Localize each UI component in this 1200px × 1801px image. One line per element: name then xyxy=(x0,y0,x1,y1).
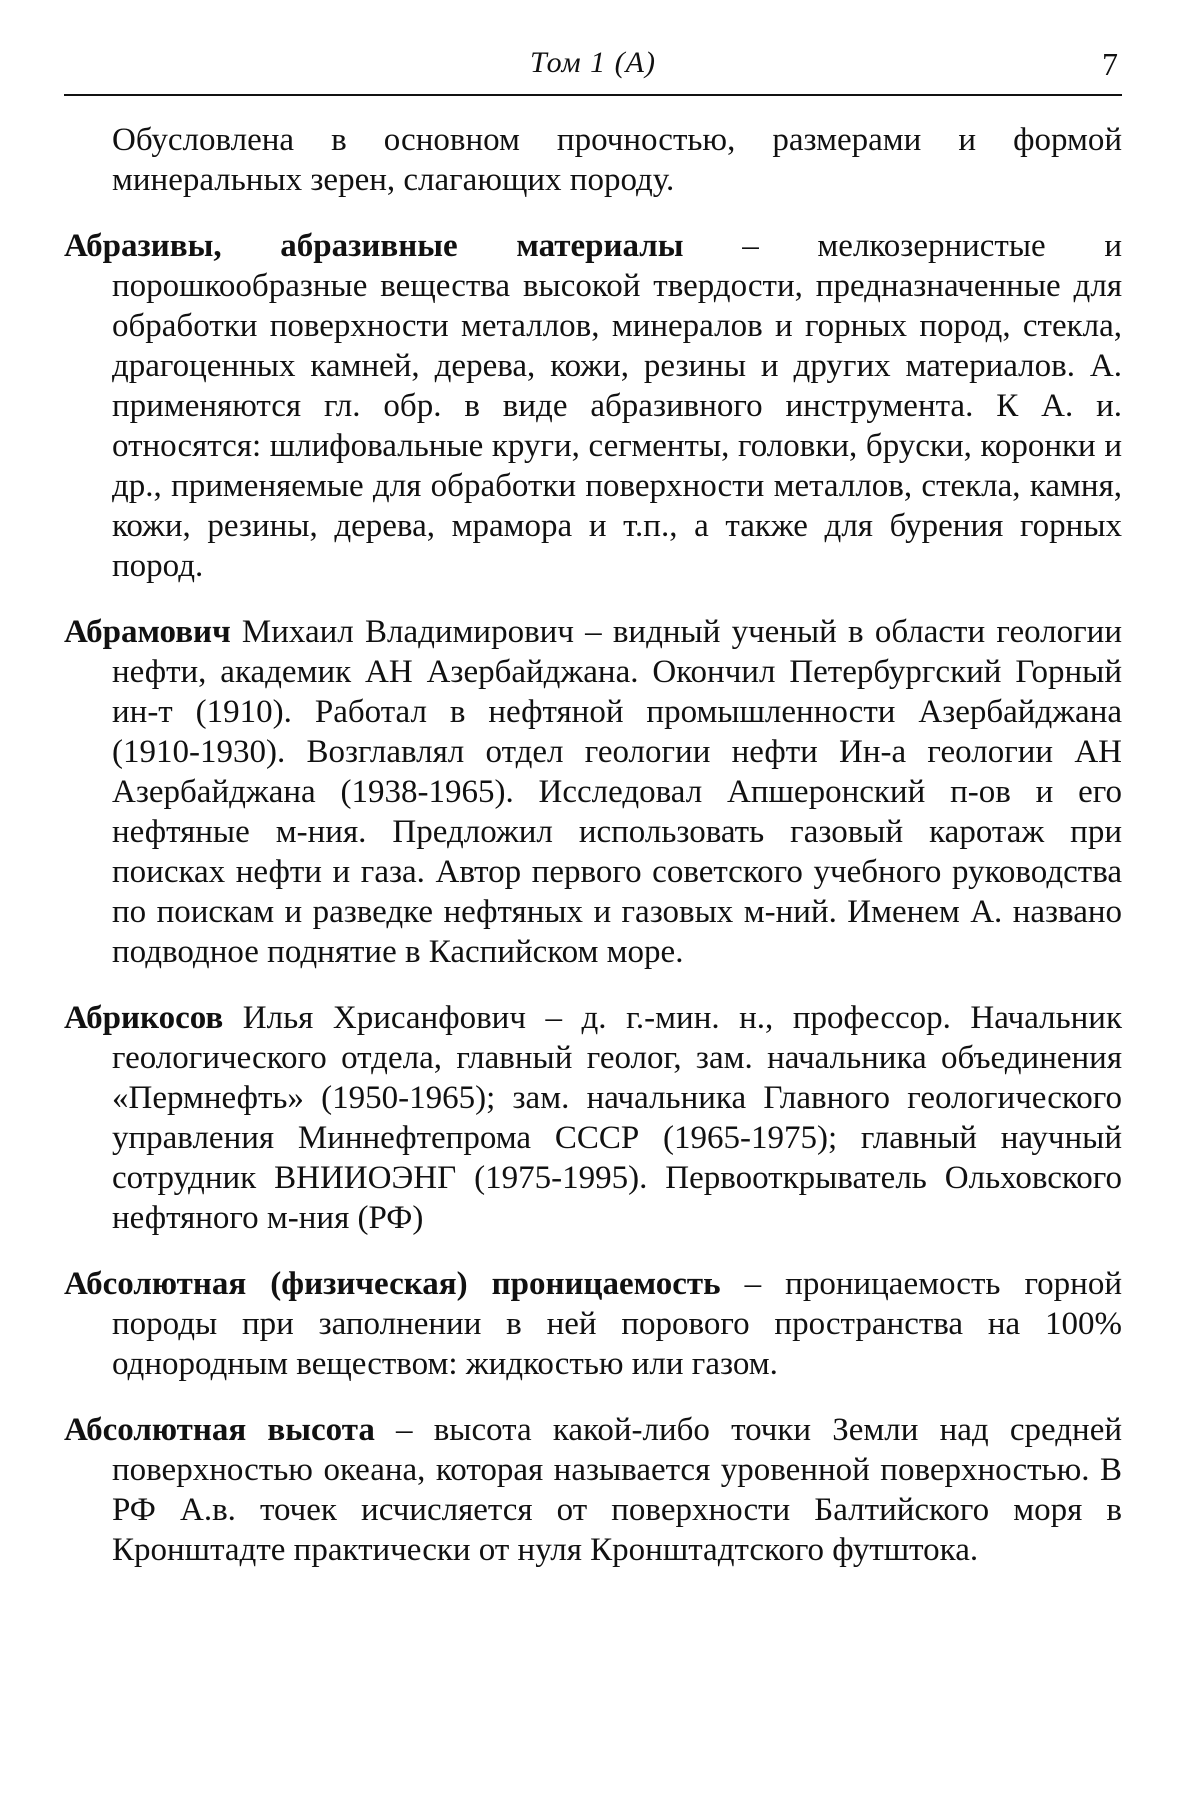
entry-term: Абразивы, абразивные материалы xyxy=(64,228,684,264)
continuation-paragraph: Обусловлена в основном прочностью, размерами и формой минеральных зерен, слагающих породу. xyxy=(112,122,1122,198)
entry-term: Абсолютная (физическая) проницаемость xyxy=(64,1266,721,1302)
dictionary-text xyxy=(64,120,1122,1596)
entry-absolute-height xyxy=(64,1410,1122,1570)
entry-term: Абрикосов xyxy=(64,1000,224,1036)
running-header xyxy=(64,44,1122,96)
page-number: 7 xyxy=(1102,46,1118,82)
entry-absolute-permeability xyxy=(64,1264,1122,1384)
volume-title: Том 1 (А) xyxy=(530,46,656,79)
entry-definition: – проницаемость горной породы при заполнении в ней порового пространства на 100% однородным веществом: жидкостью или газом. xyxy=(112,1266,1123,1382)
entry-definition: – высота какой-либо точки Земли над средней поверхностью океана, которая называется уровенной поверхностью. В РФ А.в. точек исчисляется от поверхности Балтийского моря в Кронштадте практически от нуля Кронштадтского футштока. xyxy=(112,1412,1122,1568)
entry-abramovich xyxy=(64,612,1122,972)
entry-definition: – мелкозернистые и порошкообразные вещества высокой твердости, предназначенные для обработки поверхности металлов, минералов и горных пород, стекла, драгоценных камней, дерева, кожи, резины и других материалов. А. применяются гл. обр. в виде абразивного инструмента. К А. и. относятся: шлифовальные круги, сегменты, головки, бруски, коронки и др., применяемые для обработки поверхности металлов, стекла, камня, кожи, резины, дерева, мрамора и т.п., а также для бурения горных пород. xyxy=(112,228,1123,584)
entry-term: Абрамович xyxy=(64,614,231,650)
entry-abrikosov xyxy=(64,998,1122,1238)
entry-definition: Михаил Владимирович – видный ученый в области геологии нефти, академик АН Азербайджана. Окончил Петербургский Горный ин-т (1910). Работал в нефтяной промышленности Азербайджана (1910-1930). Возглавлял отдел геологии нефти Ин-а геологии АН Азербайджана (1938-1965). Исследовал Апшеронский п-ов и его нефтяные м-ния. Предложил использовать газовый каротаж при поисках нефти и газа. Автор первого советского учебного руководства по поискам и разведке нефтяных и газовых м-ний. Именем А. названо подводное поднятие в Каспийском море. xyxy=(112,614,1122,970)
entry-abrasives xyxy=(64,226,1122,586)
entry-term: Абсолютная высота xyxy=(64,1412,375,1448)
entry-definition: Илья Хрисанфович – д. г.-мин. н., профессор. Начальник геологического отдела, главный геолог, зам. начальника объединения «Пермнефть» (1950-1965); зам. начальника Главного геологического управления Миннефтепрома СССР (1965-1975); главный научный сотрудник ВНИИОЭНГ (1975-1995). Первооткрыватель Ольховского нефтяного м-ния (РФ) xyxy=(112,1000,1122,1236)
